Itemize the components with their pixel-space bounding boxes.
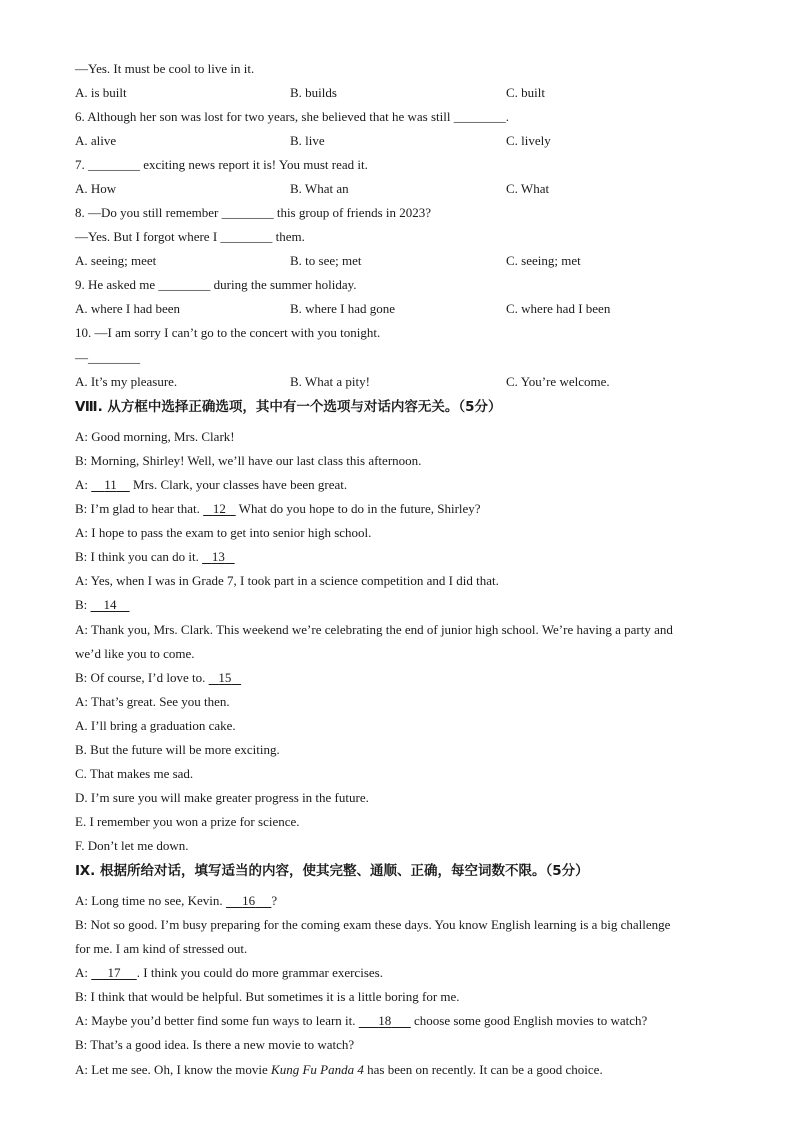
- q10-stem: 10. —I am sorry I can’t go to the concert with you tonight.: [75, 325, 381, 340]
- q9-stem: 9. He asked me ________ during the summer holiday.: [75, 277, 357, 292]
- q8-option-b[interactable]: B. to see; met: [290, 253, 362, 268]
- q7-option-a[interactable]: A. How: [75, 181, 117, 196]
- blank-13[interactable]: [202, 549, 235, 564]
- choice-e[interactable]: E. I remember you won a prize for science.: [75, 814, 300, 829]
- dialog-text: What do you hope to do in the future, Shirley?: [235, 501, 481, 516]
- s8-dialog-line: [75, 475, 347, 495]
- blank-14[interactable]: [91, 597, 130, 612]
- blank-18[interactable]: [359, 1013, 411, 1028]
- choice-c[interactable]: C. That makes me sad.: [75, 766, 194, 781]
- s9-dialog-line: B: I think that would be helpful. But sometimes it is a little boring for me.: [75, 989, 460, 1004]
- blank-number: 17: [107, 965, 121, 980]
- q8-stem: 8. —Do you still remember ________ this group of friends in 2023?: [75, 205, 432, 220]
- blank-number: 13: [211, 549, 225, 564]
- choice-f[interactable]: F. Don’t let me down.: [75, 838, 189, 853]
- s9-dialog-line: [75, 963, 383, 983]
- q5-option-b[interactable]: B. builds: [290, 85, 337, 100]
- dialog-text: B: Of course, I’d love to.: [75, 670, 209, 685]
- blank-12[interactable]: [203, 501, 236, 516]
- section-8-heading: Ⅷ. 从方框中选择正确选项，其中有一个选项与对话内容无关。（5分）: [75, 399, 502, 415]
- q7-options: [0, 179, 794, 199]
- s8-dialog-line: [75, 595, 130, 615]
- q5-option-c[interactable]: C. built: [506, 85, 546, 100]
- blank-number: 12: [212, 501, 226, 516]
- dialog-text: A: Long time no see, Kevin.: [75, 893, 226, 908]
- q6-option-b[interactable]: B. live: [290, 133, 325, 148]
- s8-dialog-line: A: Yes, when I was in Grade 7, I took part in a science competition and I did that.: [75, 573, 499, 588]
- q7-option-b[interactable]: B. What an: [290, 181, 349, 196]
- dialog-text: has been on recently. It can be a good choice.: [363, 1062, 603, 1077]
- speaker-prefix: A:: [75, 965, 92, 980]
- s8-dialog-line: A: That’s great. See you then.: [75, 694, 230, 709]
- s8-dialog-line: [75, 499, 481, 519]
- q10-reply: —________: [75, 350, 140, 365]
- q9-option-a[interactable]: A. where I had been: [75, 301, 181, 316]
- q6-stem: 6. Although her son was lost for two years, she believed that he was still ________.: [75, 109, 509, 124]
- blank-number: 15: [218, 670, 232, 685]
- movie-title: Kung Fu Panda 4: [271, 1062, 364, 1077]
- q10-options: [0, 372, 794, 392]
- blank-11[interactable]: [91, 477, 130, 492]
- q10-option-c[interactable]: C. You’re welcome.: [506, 374, 610, 389]
- dialog-text: A: Maybe you’d better find some fun ways to learn it.: [75, 1013, 359, 1028]
- s9-dialog-line: [75, 891, 277, 911]
- s9-dialog-line: [75, 1060, 603, 1080]
- choice-b[interactable]: B. But the future will be more exciting.: [75, 742, 280, 757]
- dialog-text: . I think you could do more grammar exercises.: [136, 965, 383, 980]
- dialog-text: Mrs. Clark, your classes have been great.: [129, 477, 348, 492]
- blank-16[interactable]: [226, 893, 272, 908]
- q6-option-a[interactable]: A. alive: [75, 133, 117, 148]
- s9-dialog-line: B: That’s a good idea. Is there a new movie to watch?: [75, 1037, 355, 1052]
- q9-option-b[interactable]: B. where I had gone: [290, 301, 396, 316]
- q8-options: [0, 251, 794, 271]
- q5-option-a[interactable]: A. is built: [75, 85, 127, 100]
- blank-15[interactable]: [209, 670, 242, 685]
- s9-dialog-line: for me. I am kind of stressed out.: [75, 941, 248, 956]
- s9-dialog-line: B: Not so good. I’m busy preparing for the coming exam these days. You know English learning is a big challenge: [75, 917, 671, 932]
- q10-option-b[interactable]: B. What a pity!: [290, 374, 370, 389]
- q10-option-a[interactable]: A. It’s my pleasure.: [75, 374, 178, 389]
- blank-number: 11: [104, 477, 117, 492]
- q8-reply: —Yes. But I forgot where I ________ them.: [75, 229, 305, 244]
- s8-dialog-line: A: Good morning, Mrs. Clark!: [75, 429, 235, 444]
- s8-dialog-line: B: Morning, Shirley! Well, we’ll have our last class this afternoon.: [75, 453, 422, 468]
- q7-option-c[interactable]: C. What: [506, 181, 550, 196]
- s9-dialog-line: [75, 1011, 647, 1031]
- speaker-prefix: B:: [75, 597, 91, 612]
- blank-number: 18: [378, 1013, 392, 1028]
- s8-dialog-line: [75, 547, 235, 567]
- dialog-text: B: I’m glad to hear that.: [75, 501, 204, 516]
- dialog-text: A: Let me see. Oh, I know the movie: [75, 1062, 272, 1077]
- q7-stem: 7. ________ exciting news report it is! You must read it.: [75, 157, 368, 172]
- dialog-text: B: I think you can do it.: [75, 549, 203, 564]
- dialog-text: choose some good English movies to watch?: [410, 1013, 648, 1028]
- q9-option-c[interactable]: C. where had I been: [506, 301, 611, 316]
- choice-a[interactable]: A. I’ll bring a graduation cake.: [75, 718, 236, 733]
- blank-17[interactable]: [91, 965, 137, 980]
- q9-options: [0, 299, 794, 319]
- s8-dialog-line: A: I hope to pass the exam to get into senior high school.: [75, 525, 372, 540]
- q5-answer-line: —Yes. It must be cool to live in it.: [75, 61, 255, 76]
- q8-option-a[interactable]: A. seeing; meet: [75, 253, 157, 268]
- q5-options: [0, 83, 794, 103]
- dialog-text: ?: [271, 893, 278, 908]
- blank-number: 14: [103, 597, 117, 612]
- s8-dialog-line: [75, 668, 241, 688]
- speaker-prefix: A:: [75, 477, 92, 492]
- q8-option-c[interactable]: C. seeing; met: [506, 253, 581, 268]
- blank-number: 16: [242, 893, 256, 908]
- choice-d[interactable]: D. I’m sure you will make greater progress in the future.: [75, 790, 369, 805]
- s8-dialog-line: we’d like you to come.: [75, 646, 195, 661]
- q6-option-c[interactable]: C. lively: [506, 133, 551, 148]
- s8-dialog-line: A: Thank you, Mrs. Clark. This weekend we’re celebrating the end of junior high school. We’re having a party and: [75, 622, 673, 637]
- section-9-heading: Ⅸ. 根据所给对话，填写适当的内容，使其完整、通顺、正确，每空词数不限。（5分）: [75, 863, 589, 879]
- q6-options: [0, 131, 794, 151]
